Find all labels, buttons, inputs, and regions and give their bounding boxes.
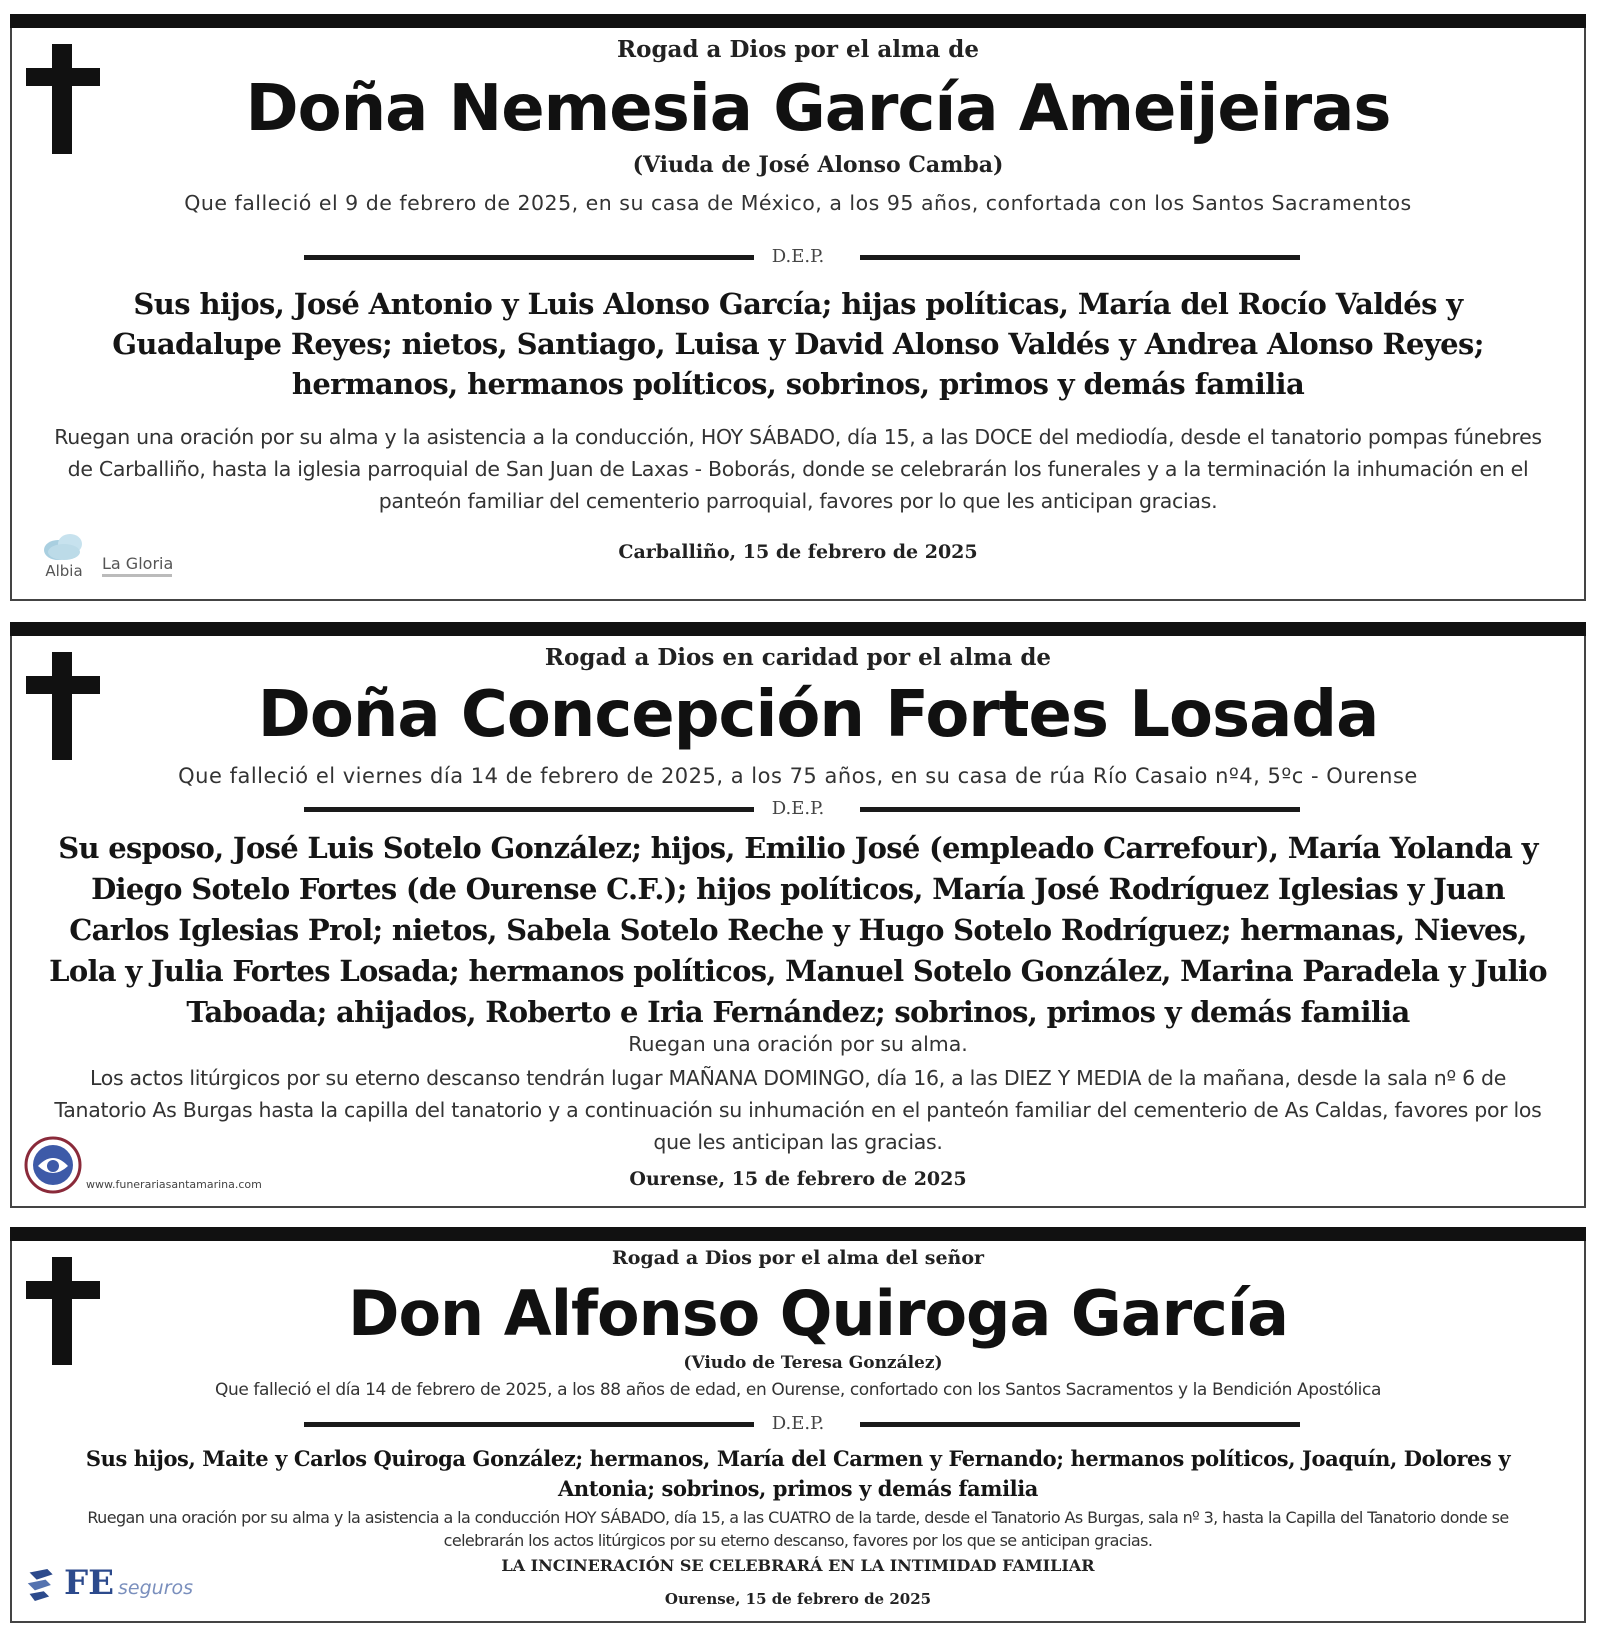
- fe-tagline: seguros: [118, 1577, 194, 1599]
- ceremony-details: Los actos litúrgicos por su eterno descanso tendrán lugar MAÑANA DOMINGO, día 16, a las DIEZ Y MEDIA de la mañana, desde la sala nº 6 de Tanatorio As Burgas hasta la capilla del tanatorio y a continuación su inhumación en el panteón familiar del cementerio de As Caldas, favores por los que les anticipan las gracias.: [54, 1066, 1542, 1154]
- dep-divider: [12, 246, 1584, 268]
- dep-label: D.E.P.: [771, 246, 825, 267]
- dep-label: D.E.P.: [771, 1413, 825, 1434]
- dep-divider: [12, 798, 1584, 820]
- cremation-note: LA INCINERACIÓN SE CELEBRARÁ EN LA INTIMIDAD FAMILIAR: [501, 1556, 1095, 1575]
- notice-top-bar: [10, 1227, 1586, 1241]
- albia-cloud-icon: [42, 532, 86, 562]
- funeraria-website: www.funerariasantamarina.com: [86, 1178, 262, 1191]
- family-list: Su esposo, José Luis Sotelo González; hijos, Emilio José (empleado Carrefour), María Yolanda y Diego Sotelo Fortes (de Ourense C.F.); hijos políticos, María José Rodríguez Iglesias y Juan Carlos Iglesias Prol; nietos, Sabela Sotelo Reche y Hugo Sotelo Rodríguez; hermanas, Nieves, Lola y Julia Fortes Losada; hermanos políticos, Manuel Sotelo González, Marina Paradela y Julio Taboada; ahijados, Roberto e Iria Fernández; sobrinos, primos y demás familia: [49, 831, 1547, 1029]
- albia-brand: Albia: [45, 562, 83, 580]
- fe-seguros-emblem-icon: [26, 1567, 58, 1603]
- family-list: Sus hijos, Maite y Carlos Quiroga González; hermanos, María del Carmen y Fernando; hermanos políticos, Joaquín, Dolores y Antonia; sobrinos, primos y demás familia: [85, 1446, 1511, 1501]
- fe-brand: FE: [64, 1563, 115, 1603]
- prayer-request: Ruegan una oración por su alma.: [628, 1032, 968, 1056]
- notice-top-bar: [10, 14, 1586, 28]
- death-line: Que falleció el viernes día 14 de febrero de 2025, a los 75 años, en su casa de rúa Río Casaio nº4, 5ºc - Ourense: [178, 764, 1418, 788]
- obituary-notice-3: [10, 1227, 1586, 1623]
- prayer-prefix: Rogad a Dios por el alma del señor: [611, 1247, 985, 1269]
- family-list: Sus hijos, José Antonio y Luis Alonso García; hijas políticas, María del Rocío Valdés y Guadalupe Reyes; nietos, Santiago, Luisa y David Alonso Valdés y Andrea Alonso Reyes; hermanos, hermanos políticos, sobrinos, primos y demás familia: [112, 287, 1484, 401]
- notice-top-bar: [10, 622, 1586, 636]
- obituary-notice-2: [10, 622, 1586, 1208]
- ceremony-details: Ruegan una oración por su alma y la asistencia a la conducción, HOY SÁBADO, día 15, a las DOCE del mediodía, desde el tanatorio pompas fúnebres de Carballiño, hasta la iglesia parroquial de San Juan de Laxas - Boborás, donde se celebrarán los funerales y a la terminación la inhumación en el panteón familiar del cementerio parroquial, favores por lo que les anticipan gracias.: [54, 425, 1542, 513]
- dep-divider: [12, 1413, 1584, 1435]
- la-gloria-brand: La Gloria: [102, 554, 174, 573]
- notice-date: Ourense, 15 de febrero de 2025: [664, 1590, 932, 1608]
- funeraria-santa-marina-seal-icon: [24, 1136, 82, 1194]
- prayer-prefix: Rogad a Dios en caridad por el alma de: [544, 644, 1052, 671]
- notice-date: Ourense, 15 de febrero de 2025: [629, 1168, 967, 1190]
- widow-subtitle: (Viuda de José Alonso Camba): [632, 152, 1004, 178]
- deceased-name: Doña Nemesia García Ameijeiras: [245, 72, 1391, 146]
- albia-la-gloria-logo: [34, 532, 194, 590]
- widower-subtitle: (Viudo de Teresa González): [683, 1353, 943, 1373]
- notice-date: Carballiño, 15 de febrero de 2025: [618, 541, 978, 563]
- ceremony-details: Ruegan una oración por su alma y la asistencia a la conducción HOY SÁBADO, día 15, a las CUATRO de la tarde, desde el Tanatorio As Burgas, sala nº 3, hasta la Capilla del Tanatorio donde se celebrarán los actos litúrgicos por su eterno descanso, favores por los que se anticipan gracias.: [87, 1508, 1509, 1550]
- deceased-name: Don Alfonso Quiroga García: [347, 1277, 1289, 1350]
- fe-seguros-logo: [26, 1563, 226, 1611]
- prayer-prefix: Rogad a Dios por el alma de: [617, 36, 979, 63]
- dep-label: D.E.P.: [771, 798, 825, 819]
- deceased-name: Doña Concepción Fortes Losada: [257, 678, 1379, 752]
- obituary-notice-1: [10, 14, 1586, 601]
- la-gloria-tagline-line: [102, 574, 172, 577]
- death-line: Que falleció el 9 de febrero de 2025, en su casa de México, a los 95 años, confortada con los Santos Sacramentos: [184, 191, 1412, 215]
- death-line: Que falleció el día 14 de febrero de 2025, a los 88 años de edad, en Ourense, confortado con los Santos Sacramentos y la Bendición Apostólica: [215, 1380, 1381, 1400]
